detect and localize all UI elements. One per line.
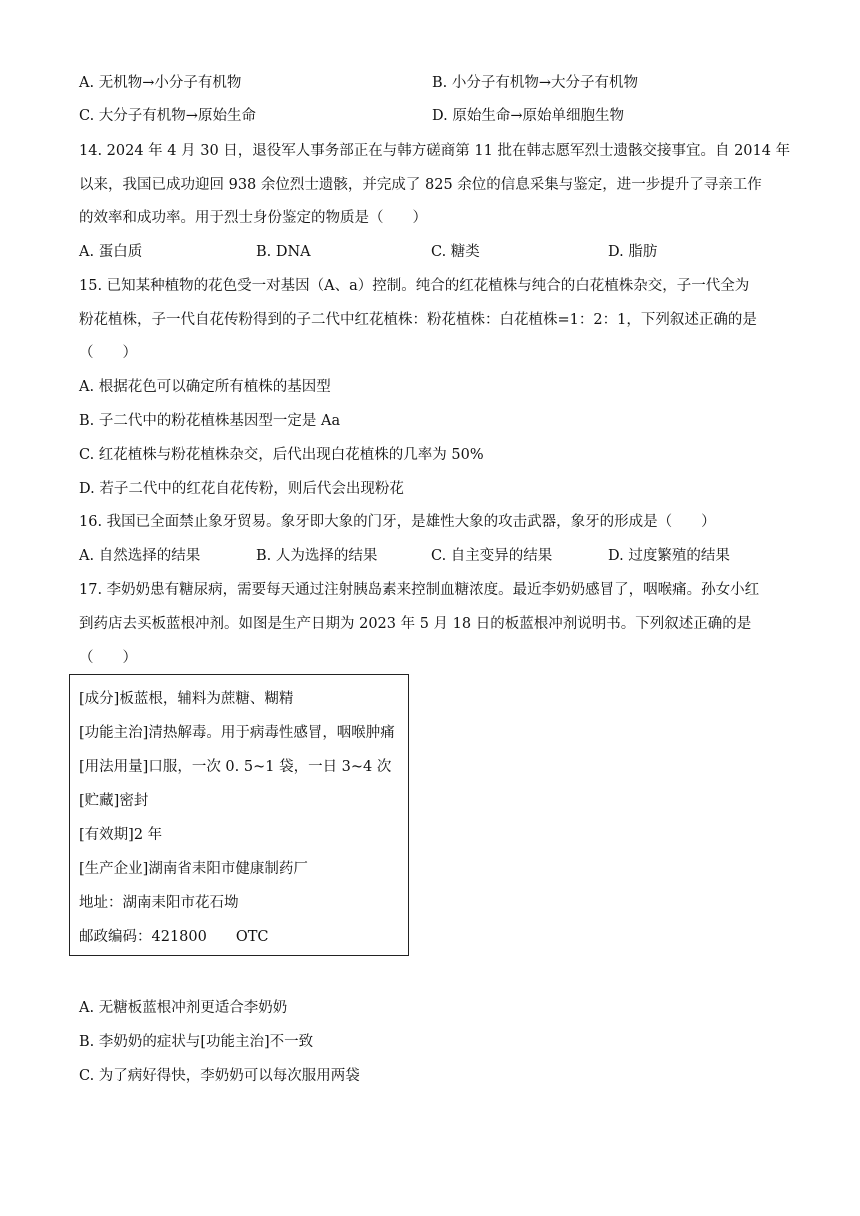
- q15-stem-line-3: （ ）: [79, 345, 137, 361]
- q15-option-c: C. 红花植株与粉花植株杂交，后代出现白花植株的几率为 50%: [79, 447, 484, 463]
- q15-option-b: B. 子二代中的粉花植株基因型一定是 Aa: [79, 413, 341, 429]
- q13-option-d: D. 原始生命→原始单细胞生物: [432, 108, 624, 124]
- q16-option-b: B. 人为选择的结果: [256, 548, 378, 564]
- q15-option-a: A. 根据花色可以确定所有植株的基因型: [79, 379, 331, 395]
- q13-option-c: C. 大分子有机物→原始生命: [79, 108, 256, 124]
- q13-option-a: A. 无机物→小分子有机物: [79, 75, 242, 91]
- instruction-indications: [功能主治]清热解毒。用于病毒性感冒，咽喉肿痛: [79, 725, 395, 741]
- instruction-manufacturer: [生产企业]湖南省耒阳市健康制药厂: [79, 861, 308, 877]
- q16-stem: 16. 我国已全面禁止象牙贸易。象牙即大象的门牙，是雄性大象的攻击武器，象牙的形成是（ ）: [79, 514, 716, 530]
- q15-stem-line-2: 粉花植株，子一代自花传粉得到的子二代中红花植株：粉花植株：白花植株=1：2：1，下列叙述正确的是: [79, 312, 757, 328]
- q17-option-c: C. 为了病好得快，李奶奶可以每次服用两袋: [79, 1068, 360, 1084]
- q17-option-a: A. 无糖板蓝根冲剂更适合李奶奶: [79, 1000, 288, 1016]
- q14-stem-line-3: 的效率和成功率。用于烈士身份鉴定的物质是（ ）: [79, 210, 427, 226]
- instruction-ingredients: [成分]板蓝根，辅料为蔗糖、糊精: [79, 691, 294, 707]
- instruction-dosage: [用法用量]口服，一次 0. 5~1 袋，一日 3~4 次: [79, 759, 392, 775]
- q17-stem-line-2: 到药店去买板蓝根冲剂。如图是生产日期为 2023 年 5 月 18 日的板蓝根冲剂说明书。下列叙述正确的是: [79, 616, 752, 632]
- q14-stem-line-1: 14. 2024 年 4 月 30 日，退役军人事务部正在与韩方磋商第 11 批在韩志愿军烈士遗骸交接事宜。自 2014 年: [79, 143, 791, 159]
- instruction-postcode: 邮政编码：421800 OTC: [79, 929, 269, 945]
- q14-option-a: A. 蛋白质: [79, 244, 143, 260]
- q14-option-d: D. 脂肪: [608, 244, 658, 260]
- instruction-storage: [贮藏]密封: [79, 793, 149, 809]
- q17-option-b: B. 李奶奶的症状与[功能主治]不一致: [79, 1034, 314, 1050]
- q17-stem-line-1: 17. 李奶奶患有糖尿病，需要每天通过注射胰岛素来控制血糖浓度。最近李奶奶感冒了，咽喉痛。孙女小红: [79, 582, 760, 598]
- q14-stem-line-2: 以来，我国已成功迎回 938 余位烈士遗骸，并完成了 825 余位的信息采集与鉴定，进一步提升了寻亲工作: [79, 177, 762, 193]
- q16-option-c: C. 自主变异的结果: [431, 548, 553, 564]
- q17-stem-line-3: （ ）: [79, 650, 137, 666]
- q13-option-b: B. 小分子有机物→大分子有机物: [432, 75, 639, 91]
- instruction-validity: [有效期]2 年: [79, 827, 163, 843]
- q15-option-d: D. 若子二代中的红花自花传粉，则后代会出现粉花: [79, 481, 404, 497]
- q16-option-d: D. 过度繁殖的结果: [608, 548, 730, 564]
- medicine-instruction-box: [69, 674, 409, 956]
- q15-stem-line-1: 15. 已知某种植物的花色受一对基因（A、a）控制。纯合的红花植株与纯合的白花植株杂交，子一代全为: [79, 278, 750, 294]
- instruction-address: 地址：湖南耒阳市花石坳: [79, 895, 239, 911]
- q14-option-c: C. 糖类: [431, 244, 480, 260]
- q14-option-b: B. DNA: [256, 244, 311, 260]
- q16-option-a: A. 自然选择的结果: [79, 548, 201, 564]
